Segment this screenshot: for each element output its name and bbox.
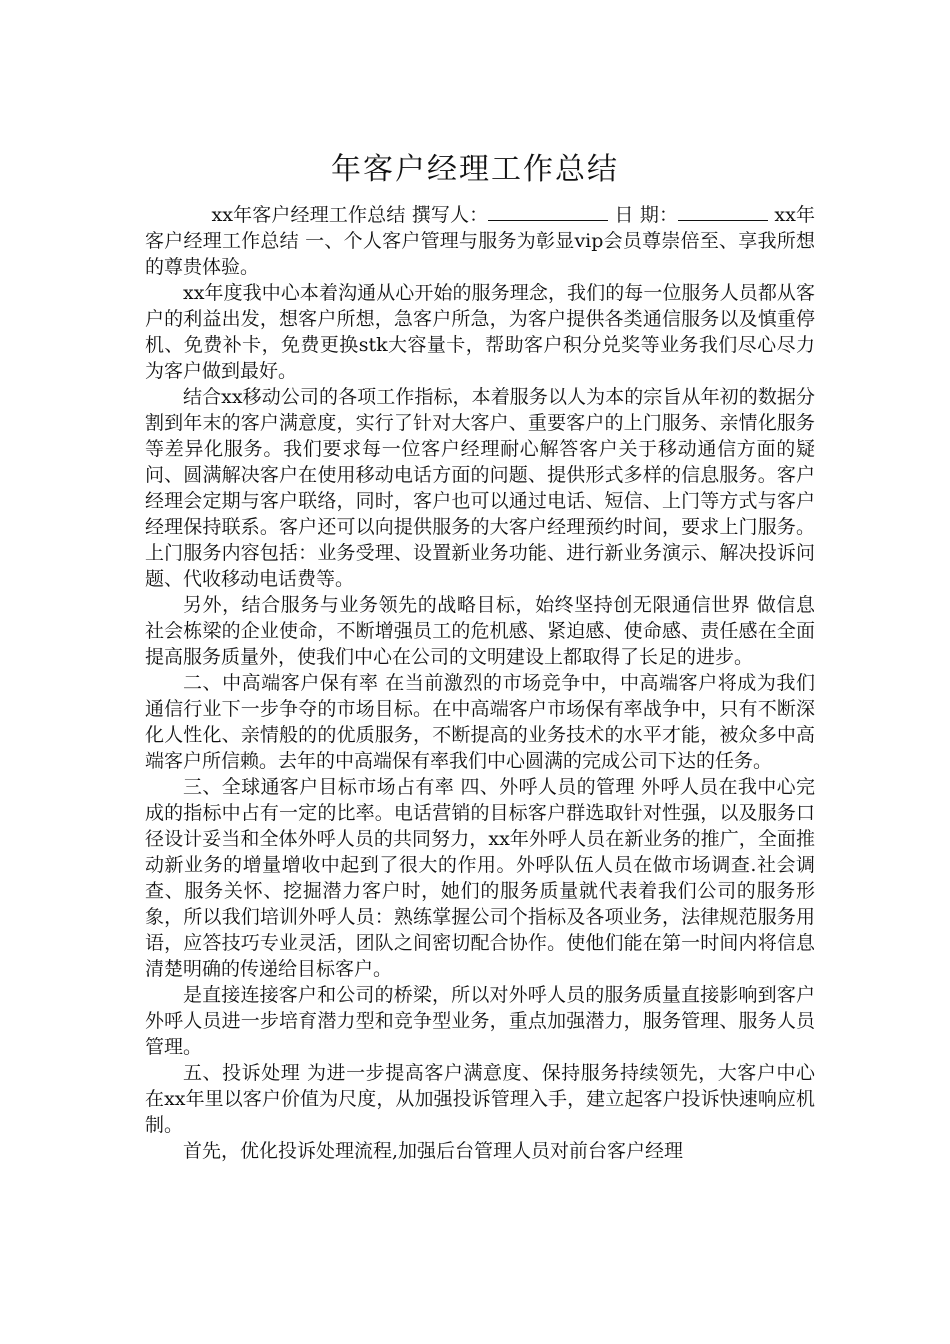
header-paragraph [145, 200, 815, 280]
paragraph-6: 是直接连接客户和公司的桥梁，所以对外呼人员的服务质量直接影响到客户 外呼人员进一步培育潜力型和竞争型业务，重点加强潜力，服务管理、服务人员管理。 [145, 984, 815, 1058]
paragraph-3: 另外，结合服务与业务领先的战略目标，始终坚持创无限通信世界 做信息社会栋梁的企业使命，不断增强员工的危机感、紧迫感、使命感、责任感在全面提高服务质量外，使我们中心在公司的文明建设上都取得了长足的进步。 [145, 594, 815, 668]
date-label: 日 期： [608, 204, 679, 226]
paragraph-1: xx年度我中心本着沟通从心开始的服务理念，我们的每一位服务人员都从客户的利益出发，想客户所想，急客户所急，为客户提供各类通信服务以及慎重停机、免费补卡，免费更换stk大容量卡，帮助客户积分兑奖等业务我们尽心尽力为客户做到最好。 [145, 282, 815, 382]
paragraph-2: 结合xx移动公司的各项工作指标，本着服务以人为本的宗旨从年初的数据分割到年末的客户满意度，实行了针对大客户、重要客户的上门服务、亲情化服务等差异化服务。我们要求每一位客户经理耐心解答客户关于移动通信方面的疑问、圆满解决客户在使用移动电话方面的问题、提供形式多样的信息服务。客户经理会定期与客户联络，同时，客户也可以通过电话、短信、上门等方式与客户经理保持联系。客户还可以向提供服务的大客户经理预约时间，要求上门服务。上门服务内容包括：业务受理、设置新业务功能、进行新业务演示、解决投诉问题、代收移动电话费等。 [145, 386, 815, 590]
author-blank [488, 200, 608, 221]
paragraph-4: 二、中高端客户保有率 在当前激烈的市场竞争中，中高端客户将成为我们通信行业下一步争夺的市场目标。在中高端客户市场保有率战争中，只有不断深化人性化、亲情般的的优质服务，不断提高的业务技术的水平才能，被众多中高端客户所信赖。去年的中高端保有率我们中心圆满的完成公司下达的任务。 [145, 672, 815, 772]
paragraph-7: 五、投诉处理 为进一步提高客户满意度、保持服务持续领先，大客户中心在xx年里以客户价值为尺度，从加强投诉管理入手，建立起客户投诉快速响应机制。 [145, 1062, 815, 1136]
document-title: 年客户经理工作总结 [331, 152, 619, 188]
paragraph-5: 三、全球通客户目标市场占有率 四、外呼人员的管理 外呼人员在我中心完成的指标中占有一定的比率。电话营销的目标客户群选取针对性强，以及服务口径设计妥当和全体外呼人员的共同努力，xx年外呼人员在新业务的推广，全面推动新业务的增量增收中起到了很大的作用。外呼队伍人员在做市场调查.社会调查、服务关怀、挖掘潜力客户时，她们的服务质量就代表着我们公司的服务形象，所以我们培训外呼人员：熟练掌握公司个指标及各项业务，法律规范服务用语，应答技巧专业灵活，团队之间密切配合协作。使他们能在第一时间内将信息清楚明确的传递给目标客户。 [145, 776, 815, 980]
date-blank [678, 200, 768, 221]
header-intro: xx年客户经理工作总结 一、个人客户管理与服务为彰显vip会员尊崇倍至、享我所想的尊贵体验。 [145, 204, 815, 278]
paragraph-8: 首先，优化投诉处理流程,加强后台管理人员对前台客户经理 [183, 1140, 684, 1162]
document-body [145, 200, 815, 1164]
header-prefix: xx年客户经理工作总结 撰写人： [211, 204, 489, 226]
